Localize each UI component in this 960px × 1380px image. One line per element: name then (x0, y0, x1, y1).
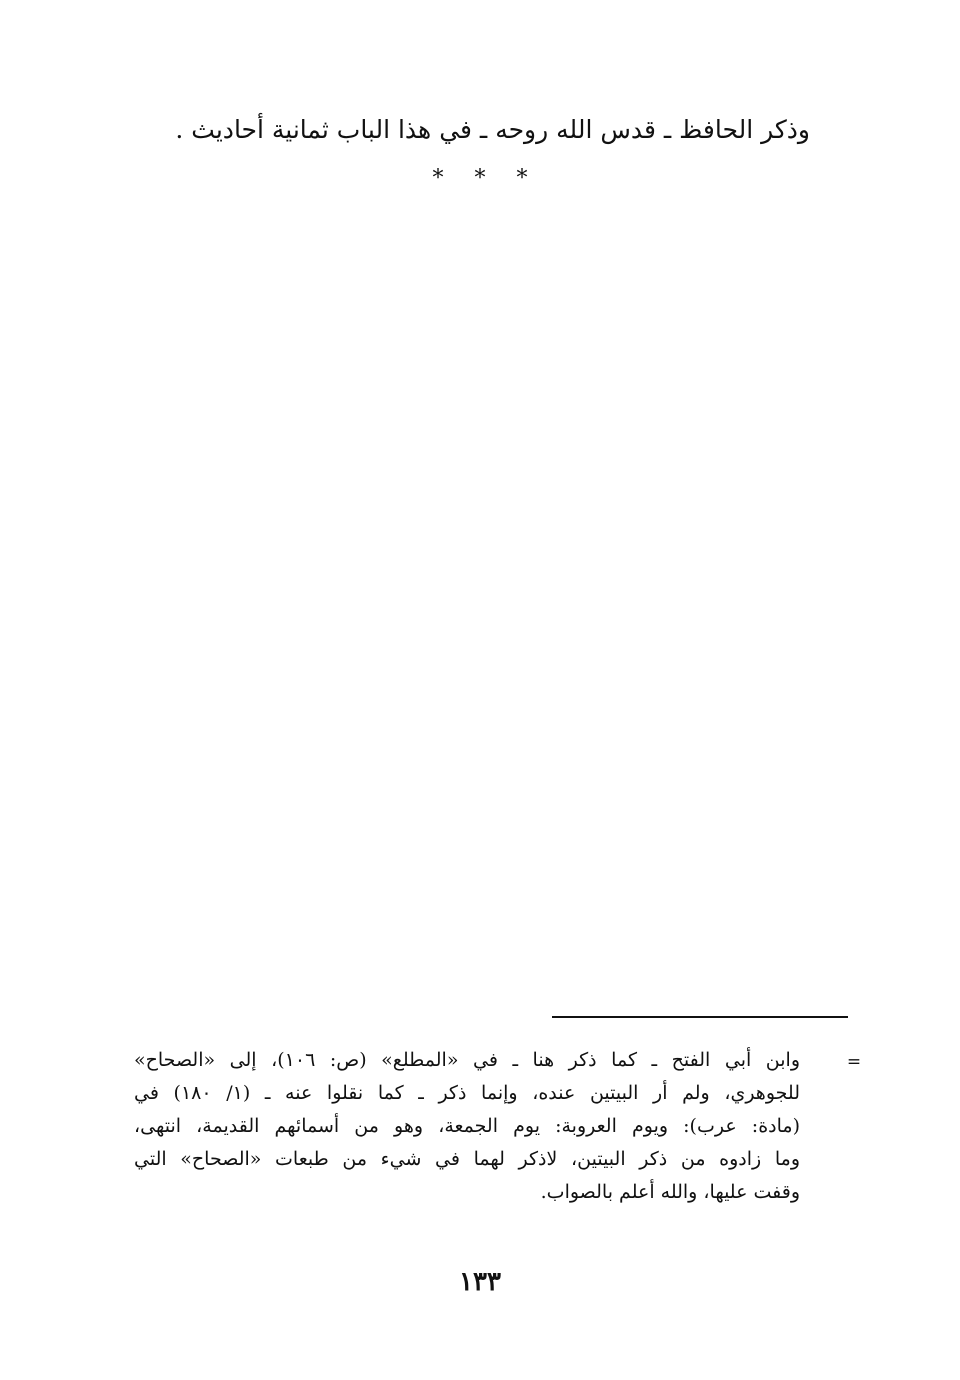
footnote-line-4: وما زادوه من ذكر البيتين، لاذكر لهما في شيء من طبعات «الصحاح» التي (134, 1148, 800, 1170)
footnote-continuation-mark: = (846, 1052, 862, 1072)
section-separator (0, 164, 960, 194)
asterisk-3: * (432, 166, 444, 191)
footnote-line-2: للجوهري، ولم أر البيتين عنده، وإنما ذكر ـ كما نقلوا عنه ـ (١/ ١٨٠) في (134, 1082, 800, 1104)
footnote-line-5: وقفت عليها، والله أعلم بالصواب. (540, 1181, 800, 1203)
asterisk-2: * (474, 166, 486, 191)
footnote (134, 1044, 800, 1209)
footnote-divider (552, 1016, 848, 1018)
main-text: وذكر الحافظ ـ قدس الله روحه ـ في هذا الباب ثمانية أحاديث . (175, 115, 810, 144)
page-number: ١٣٣ (459, 1267, 501, 1297)
asterisk-1: * (516, 166, 528, 191)
footnote-line-1: وابن أبي الفتح ـ كما ذكر هنا ـ في «المطلع» (ص: ١٠٦)، إلى «الصحاح» (134, 1049, 801, 1071)
footnote-line-3: (مادة: عرب): ويوم العروبة: يوم الجمعة، وهو من أسمائهم القديمة، انتهى، (134, 1115, 800, 1137)
